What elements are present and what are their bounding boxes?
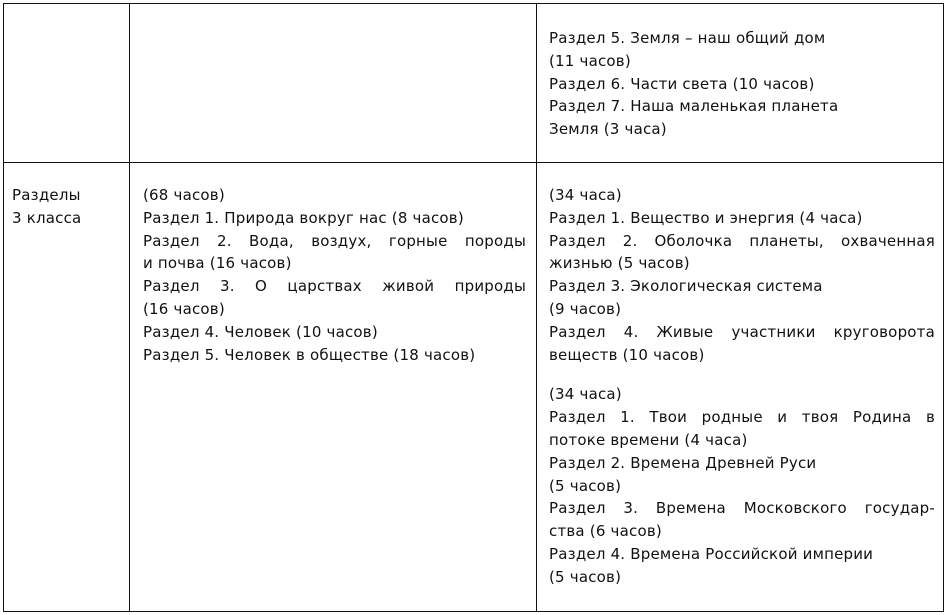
table-cell-text: веществ (10 часов) [549,345,705,364]
table-cell-text: Раздел 5. Земля – наш общий дом [549,29,826,47]
table-cell-text: Раздел 3. О царствах живой природы [143,277,526,296]
curriculum-table [3,3,944,612]
table-cell-empty [130,4,537,163]
table-cell-text: Раздел 1. Твои родные и твоя Родина в [549,408,935,427]
table-cell-text: Раздел 6. Части света (10 часов) [549,74,815,93]
table-cell [537,163,944,612]
table-cell-text: Раздел 2. Времена Древней Руси [549,453,817,472]
table-cell-text: жизнью (5 часов) [549,254,690,273]
table-cell-text: Раздел 1. Вещество и энергия (4 часа) [549,208,863,227]
table-cell-text: Земля (3 часа) [549,120,667,139]
table-cell-text: (5 часов) [549,567,622,586]
table-cell-text: Раздел 3. Экологическая система [549,277,823,296]
table-row [4,4,944,163]
table-cell-text: Раздел 4. Человек (10 часов) [143,322,378,341]
table-cell-text: ства (6 часов) [549,522,662,541]
table-cell-text: потоке времени (4 часа) [549,430,748,449]
table-cell-row-header [4,163,130,612]
table-cell-text: (9 часов) [549,299,622,318]
table-cell-text: (34 часа) [549,385,622,404]
row-header-text: Разделы [12,186,81,204]
table-cell-text: Раздел 7. Наша маленькая планета [549,97,839,116]
table-cell-text: (68 часов) [143,186,225,204]
table-row [4,163,944,612]
table-cell-text: и почва (16 часов) [143,254,292,273]
table-cell-text: Раздел 2. Вода, воздух, горные породы [143,231,526,250]
table-cell-text: Раздел 4. Живые участники круговорота [549,322,935,341]
table-cell-text: (16 часов) [143,299,225,318]
table-cell-text: Раздел 5. Человек в обществе (18 часов) [143,345,476,364]
block-spacer [549,366,935,383]
table-cell-text: (34 часа) [549,186,622,204]
table-cell-text: Раздел 1. Природа вокруг нас (8 часов) [143,208,464,227]
table-cell-text: (5 часов) [549,476,622,495]
table-cell-text: Раздел 3. Времена Московского государ- [549,499,935,518]
table-cell [537,4,944,163]
table-cell-text: Раздел 2. Оболочка планеты, охваченная [549,231,935,250]
table-cell-empty [4,4,130,163]
table-cell [130,163,537,612]
table-cell-text: Раздел 4. Времена Российской империи [549,544,874,563]
row-header-text: 3 класса [12,208,82,227]
table-cell-text: (11 часов) [549,51,631,70]
